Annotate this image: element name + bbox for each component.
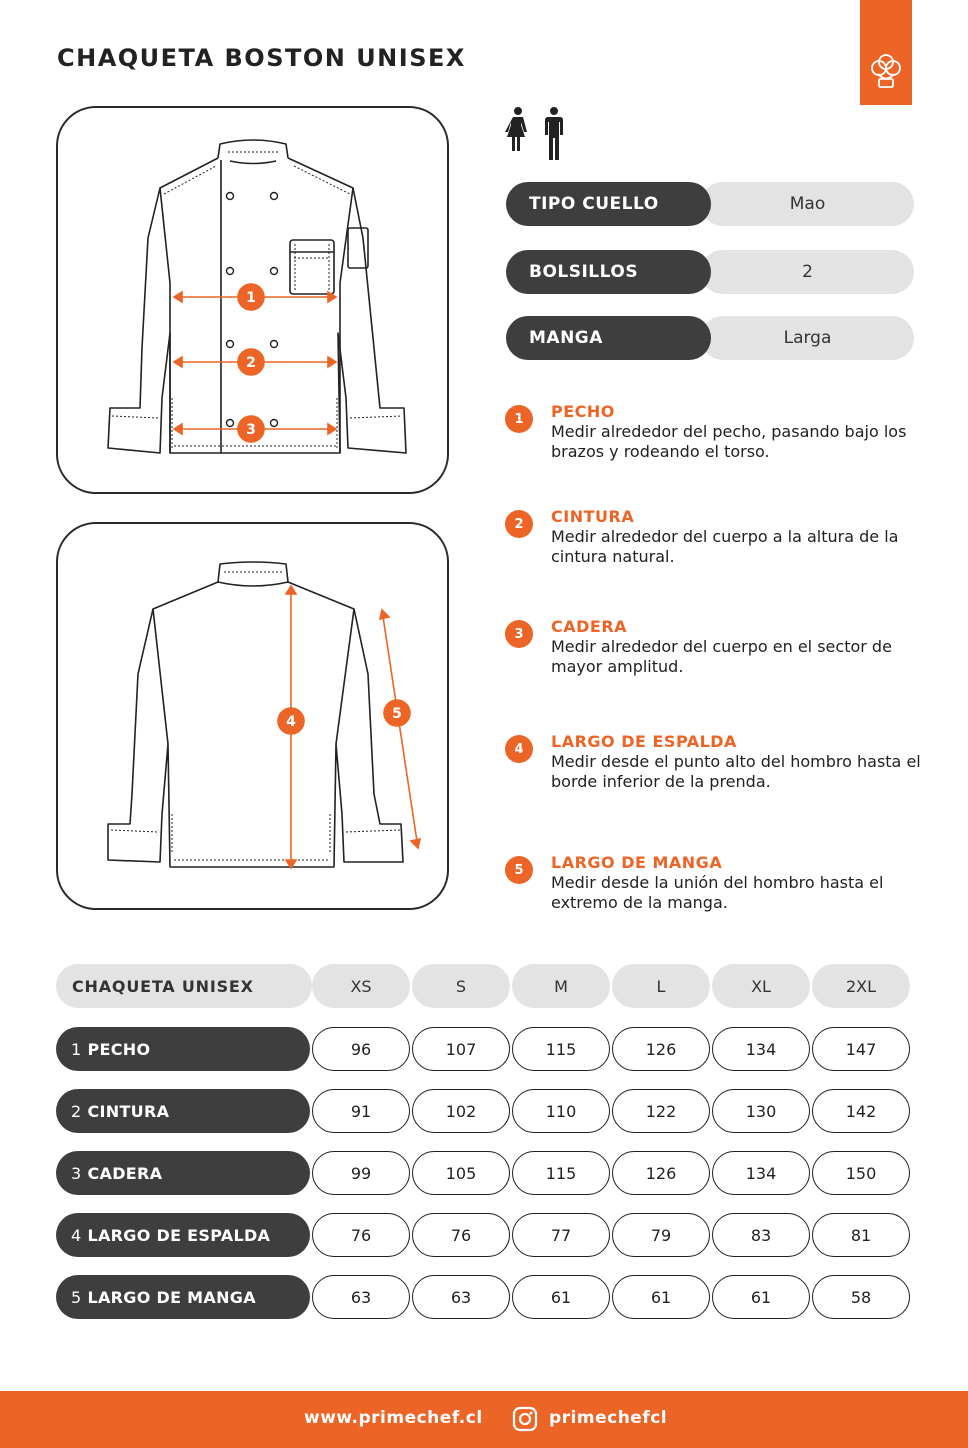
- table-cell: 61: [612, 1275, 710, 1319]
- size-table-header-label: CHAQUETA UNISEX: [56, 964, 312, 1008]
- row-number: 4: [71, 1225, 82, 1245]
- row-label-text: CADERA: [87, 1163, 163, 1183]
- table-row-label: [56, 1275, 310, 1319]
- attr-value: Larga: [701, 316, 914, 360]
- row-number: 5: [71, 1287, 82, 1307]
- measure-badge: 2: [505, 510, 533, 538]
- measure-badge: 5: [505, 856, 533, 884]
- table-cell: 105: [412, 1151, 510, 1195]
- table-row-label: [56, 1089, 310, 1133]
- measure-desc: Medir alrededor del pecho, pasando bajo los brazos y rodeando el torso.: [551, 422, 907, 461]
- row-number: 3: [71, 1163, 82, 1183]
- table-cell: 134: [712, 1027, 810, 1071]
- front-marker-1: 1: [246, 290, 256, 306]
- table-cell: 63: [412, 1275, 510, 1319]
- table-cell: 58: [812, 1275, 910, 1319]
- table-cell: 126: [612, 1151, 710, 1195]
- size-header: XS: [312, 964, 410, 1008]
- measure-title: LARGO DE ESPALDA: [551, 732, 737, 751]
- table-cell: 107: [412, 1027, 510, 1071]
- chef-hat-icon: [866, 53, 906, 93]
- size-header: S: [412, 964, 510, 1008]
- back-marker-5: 5: [392, 706, 402, 722]
- table-cell: 142: [812, 1089, 910, 1133]
- page-title: CHAQUETA BOSTON UNISEX: [57, 44, 466, 72]
- front-marker-3: 3: [246, 422, 256, 438]
- size-header: L: [612, 964, 710, 1008]
- measure-desc: Medir alrededor del cuerpo a la altura de la cintura natural.: [551, 527, 899, 566]
- attr-label: MANGA: [506, 316, 711, 360]
- instagram-handle[interactable]: primechefcl: [549, 1408, 668, 1428]
- measure-title: CADERA: [551, 617, 628, 636]
- website-link[interactable]: www.primechef.cl: [304, 1408, 483, 1428]
- back-jacket-figure: [56, 522, 449, 910]
- table-cell: 63: [312, 1275, 410, 1319]
- attr-label: BOLSILLOS: [506, 250, 711, 294]
- attr-value: Mao: [701, 182, 914, 226]
- table-cell: 91: [312, 1089, 410, 1133]
- table-cell: 81: [812, 1213, 910, 1257]
- front-marker-2: 2: [246, 355, 256, 371]
- measure-badge: 4: [505, 735, 533, 763]
- attr-row-tipo-cuello: [506, 182, 914, 226]
- row-label-text: CINTURA: [87, 1101, 170, 1121]
- table-cell: 147: [812, 1027, 910, 1071]
- brand-tab: [860, 0, 912, 105]
- back-marker-4: 4: [286, 714, 296, 730]
- table-cell: 76: [312, 1213, 410, 1257]
- measure-desc: Medir alrededor del cuerpo en el sector de mayor amplitud.: [551, 637, 892, 676]
- size-header: XL: [712, 964, 810, 1008]
- table-row-label: [56, 1027, 310, 1071]
- table-cell: 102: [412, 1089, 510, 1133]
- table-row-label: [56, 1151, 310, 1195]
- measure-badge: 1: [505, 405, 533, 433]
- table-cell: 126: [612, 1027, 710, 1071]
- size-header: 2XL: [812, 964, 910, 1008]
- gender-icons: [504, 106, 574, 162]
- table-cell: 115: [512, 1151, 610, 1195]
- attr-value: 2: [701, 250, 914, 294]
- table-cell: 130: [712, 1089, 810, 1133]
- table-row-label: [56, 1213, 310, 1257]
- table-cell: 122: [612, 1089, 710, 1133]
- row-label-text: PECHO: [87, 1039, 151, 1059]
- table-cell: 61: [712, 1275, 810, 1319]
- attr-row-bolsillos: [506, 250, 914, 294]
- row-label-text: LARGO DE ESPALDA: [87, 1225, 271, 1245]
- size-header: M: [512, 964, 610, 1008]
- footer: [0, 1391, 968, 1448]
- table-cell: 96: [312, 1027, 410, 1071]
- table-cell: 115: [512, 1027, 610, 1071]
- row-number: 1: [71, 1039, 82, 1059]
- measure-desc: Medir desde la unión del hombro hasta el extremo de la manga.: [551, 873, 884, 912]
- man-icon: [545, 107, 563, 160]
- table-cell: 134: [712, 1151, 810, 1195]
- table-cell: 79: [612, 1213, 710, 1257]
- table-cell: 110: [512, 1089, 610, 1133]
- table-cell: 99: [312, 1151, 410, 1195]
- measure-title: CINTURA: [551, 507, 635, 526]
- row-label-text: LARGO DE MANGA: [87, 1287, 256, 1307]
- table-cell: 83: [712, 1213, 810, 1257]
- attr-row-manga: [506, 316, 914, 360]
- table-cell: 61: [512, 1275, 610, 1319]
- attr-label: TIPO CUELLO: [506, 182, 711, 226]
- row-number: 2: [71, 1101, 82, 1121]
- front-jacket-figure: [56, 106, 449, 494]
- woman-icon: [505, 107, 527, 151]
- table-cell: 150: [812, 1151, 910, 1195]
- instagram-icon[interactable]: [512, 1406, 538, 1432]
- measure-title: LARGO DE MANGA: [551, 853, 723, 872]
- table-cell: 77: [512, 1213, 610, 1257]
- measure-desc: Medir desde el punto alto del hombro hasta el borde inferior de la prenda.: [551, 752, 921, 791]
- measure-badge: 3: [505, 620, 533, 648]
- measure-title: PECHO: [551, 402, 615, 421]
- table-cell: 76: [412, 1213, 510, 1257]
